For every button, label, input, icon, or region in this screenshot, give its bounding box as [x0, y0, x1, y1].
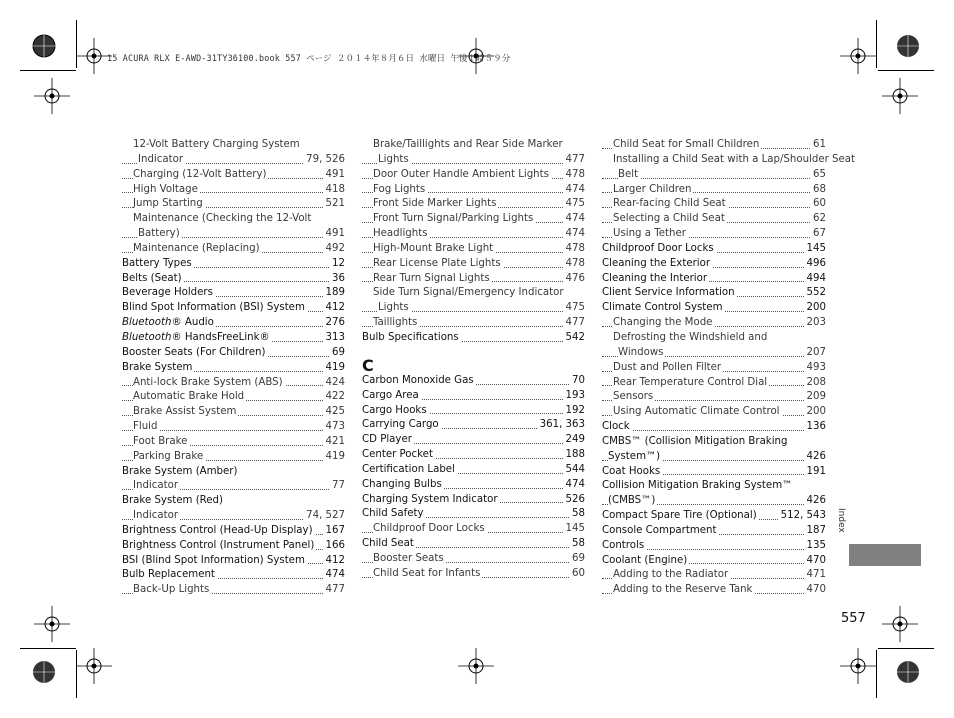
- index-subentry[interactable]: [602, 316, 826, 331]
- entry-label: Battery): [138, 228, 180, 240]
- entry-label: Brake System: [122, 361, 193, 373]
- entry-label: Bluetooth® HandsFreeLink®: [122, 331, 270, 343]
- entry-page-ref[interactable]: 426: [804, 450, 826, 465]
- entry-label: Center Pocket: [362, 449, 433, 461]
- index-subentry[interactable]: [602, 376, 826, 391]
- index-subentry[interactable]: [602, 212, 826, 227]
- index-entry[interactable]: [362, 331, 585, 346]
- entry-page-ref[interactable]: 476: [563, 272, 585, 287]
- entry-label: Rear Turn Signal Lights: [373, 272, 490, 284]
- crosshair-mark-bottom-left: [74, 646, 114, 686]
- entry-label: Booster Seats: [373, 552, 444, 564]
- entry-page-ref[interactable]: 473: [323, 420, 345, 435]
- entry-label: Cleaning the Exterior: [602, 257, 711, 269]
- entry-label: Collision Mitigation Braking System™: [602, 480, 793, 492]
- entry-label: High Voltage: [133, 183, 198, 195]
- entry-label: Changing the Mode: [613, 317, 713, 329]
- registration-mark-top-left: [24, 26, 64, 66]
- entry-page-ref[interactable]: 478: [563, 242, 585, 257]
- entry-page-ref[interactable]: 60: [810, 197, 826, 212]
- entry-page-ref[interactable]: 145: [804, 242, 826, 257]
- entry-label: Sensors: [613, 391, 654, 403]
- crosshair-mark-bottom-center: [456, 646, 496, 686]
- entry-label: Cargo Hooks: [362, 404, 427, 416]
- entry-label: Brake/Taillights and Rear Side Marker: [373, 139, 563, 150]
- registration-mark-top-right: [888, 26, 928, 66]
- entry-page-ref[interactable]: 478: [563, 168, 585, 183]
- entry-page-ref[interactable]: 200: [804, 405, 826, 420]
- entry-label: Console Compartment: [602, 524, 717, 536]
- entry-label: Battery Types: [122, 257, 192, 269]
- index-subentry[interactable]: [122, 183, 345, 198]
- trim-line: [878, 648, 934, 649]
- entry-label: Indicator: [133, 510, 179, 522]
- entry-page-ref[interactable]: 493: [804, 361, 826, 376]
- entry-label: Client Service Information: [602, 287, 735, 299]
- entry-label: Front Side Marker Lights: [373, 198, 497, 210]
- index-entry[interactable]: [362, 374, 585, 389]
- entry-label: Adding to the Radiator: [613, 569, 729, 581]
- crosshair-mark-left-lower: [32, 604, 72, 644]
- entry-label: Brake System (Red): [122, 495, 223, 507]
- entry-page-ref[interactable]: 421: [323, 435, 345, 450]
- index-entry: [122, 494, 345, 509]
- index-subentry[interactable]: [362, 183, 585, 198]
- side-tab-label: Index: [836, 508, 846, 533]
- entry-page-ref[interactable]: 69: [329, 346, 345, 361]
- index-subentry[interactable]: [602, 346, 826, 361]
- entry-label: Using a Tether: [613, 228, 686, 240]
- index-entry[interactable]: [122, 568, 345, 583]
- entry-page-ref[interactable]: 475: [563, 197, 585, 212]
- entry-page-ref[interactable]: 412: [323, 301, 345, 316]
- entry-label: System™): [608, 450, 661, 462]
- entry-label: Coat Hooks: [602, 465, 661, 477]
- index-subentry[interactable]: [122, 420, 345, 435]
- index-entry[interactable]: [362, 448, 585, 463]
- entry-label: Beverage Holders: [122, 287, 213, 299]
- entry-page-ref[interactable]: 424: [323, 376, 345, 391]
- entry-page-ref[interactable]: 474: [563, 212, 585, 227]
- entry-label: Bulb Specifications: [362, 331, 459, 343]
- trim-line: [20, 648, 76, 649]
- entry-page-ref[interactable]: 496: [804, 257, 826, 272]
- entry-page-ref[interactable]: 552: [804, 286, 826, 301]
- index-entry: [602, 479, 826, 494]
- entry-label: Fluid: [133, 421, 158, 433]
- entry-page-ref[interactable]: 12: [329, 257, 345, 272]
- entry-page-ref[interactable]: 200: [804, 301, 826, 316]
- entry-label: Carbon Monoxide Gas: [362, 374, 474, 386]
- entry-label: Maintenance (Checking the 12-Volt: [133, 213, 312, 225]
- index-subentry[interactable]: [362, 212, 585, 227]
- index-side-tab[interactable]: [849, 544, 921, 566]
- entry-page-ref[interactable]: 470: [804, 583, 826, 598]
- entry-label: 12-Volt Battery Charging System: [133, 139, 300, 150]
- entry-label: Fog Lights: [373, 183, 426, 195]
- entry-page-ref[interactable]: 477: [563, 153, 585, 168]
- index-subentry: [122, 212, 345, 227]
- index-entry[interactable]: [602, 301, 826, 316]
- index-entry[interactable]: [122, 316, 345, 331]
- registration-mark-bottom-left: [24, 652, 64, 692]
- index-subentry[interactable]: [122, 509, 345, 524]
- index-entry: [602, 435, 826, 450]
- index-subentry[interactable]: [362, 567, 585, 582]
- entry-page-ref[interactable]: 166: [323, 539, 345, 554]
- entry-page-ref[interactable]: 419: [323, 361, 345, 376]
- index-entry[interactable]: [362, 433, 585, 448]
- entry-label: Belt: [618, 168, 639, 180]
- entry-label: BSI (Blind Spot Information) System: [122, 554, 305, 566]
- entry-label: Cargo Area: [362, 389, 419, 401]
- crosshair-mark-right-upper: [880, 76, 920, 116]
- entry-page-ref[interactable]: 193: [563, 389, 585, 404]
- index-subentry[interactable]: [122, 479, 345, 494]
- index-subentry[interactable]: [122, 390, 345, 405]
- entry-label: Parking Brake: [133, 450, 204, 462]
- entry-page-ref[interactable]: 477: [563, 316, 585, 331]
- entry-page-ref[interactable]: 474: [323, 568, 345, 583]
- entry-page-ref[interactable]: 474: [563, 478, 585, 493]
- index-subentry[interactable]: [602, 168, 826, 183]
- entry-label: Rear License Plate Lights: [373, 257, 501, 269]
- entry-page-ref[interactable]: 491: [323, 227, 345, 242]
- index-subentry[interactable]: [122, 153, 345, 168]
- entry-label: (CMBS™): [608, 495, 656, 507]
- entry-label: Door Outer Handle Ambient Lights: [373, 168, 549, 180]
- crosshair-mark-bottom-right: [838, 646, 878, 686]
- index-entry[interactable]: [602, 494, 826, 509]
- entry-label: Bluetooth® Audio: [122, 317, 214, 329]
- trim-line: [20, 70, 76, 71]
- index-entry[interactable]: [602, 539, 826, 554]
- entry-label: Adding to the Reserve Tank: [613, 584, 753, 596]
- index-subentry[interactable]: [122, 583, 345, 598]
- entry-label: Rear Temperature Control Dial: [613, 376, 768, 388]
- entry-label: Childproof Door Locks: [373, 523, 485, 535]
- entry-label: Carrying Cargo: [362, 419, 439, 431]
- entry-label: Blind Spot Information (BSI) System: [122, 302, 305, 314]
- entry-page-ref[interactable]: 60: [569, 567, 585, 582]
- entry-label: Cleaning the Interior: [602, 272, 708, 284]
- entry-label: Back-Up Lights: [133, 584, 210, 596]
- entry-label: Child Seat: [362, 538, 414, 550]
- entry-page-ref[interactable]: 542: [563, 331, 585, 346]
- trim-line: [76, 650, 77, 698]
- index-entry[interactable]: [602, 420, 826, 435]
- entry-page-ref[interactable]: 58: [569, 507, 585, 522]
- entry-page-ref[interactable]: 313: [323, 331, 345, 346]
- index-subentry[interactable]: [362, 257, 585, 272]
- entry-page-ref[interactable]: 203: [804, 316, 826, 331]
- index-entry[interactable]: [602, 509, 826, 524]
- entry-label: Brake Assist System: [133, 406, 237, 418]
- entry-page-ref[interactable]: 526: [563, 493, 585, 508]
- index-column-1: [122, 138, 345, 598]
- entry-page-ref[interactable]: 145: [563, 522, 585, 537]
- index-entry[interactable]: [122, 361, 345, 376]
- entry-page-ref[interactable]: 419: [323, 450, 345, 465]
- entry-label: Side Turn Signal/Emergency Indicator: [373, 287, 564, 299]
- crosshair-mark-left-upper: [32, 76, 72, 116]
- entry-page-ref[interactable]: 70: [569, 374, 585, 389]
- index-subentry[interactable]: [602, 138, 826, 153]
- entry-label: Using Automatic Climate Control: [613, 406, 780, 418]
- entry-label: Headlights: [373, 228, 428, 240]
- page-number: 557: [841, 611, 866, 626]
- index-subentry: [602, 331, 826, 346]
- index-subentry[interactable]: [602, 405, 826, 420]
- entry-label: Lights: [378, 153, 409, 165]
- index-subentry[interactable]: [362, 227, 585, 242]
- entry-label: Windows: [618, 346, 664, 358]
- entry-page-ref[interactable]: 58: [569, 537, 585, 552]
- entry-label: Jump Starting: [133, 198, 203, 210]
- entry-page-ref[interactable]: 209: [804, 390, 826, 405]
- index-entry[interactable]: [122, 331, 345, 346]
- entry-label: Coolant (Engine): [602, 554, 688, 566]
- entry-label: High-Mount Brake Light: [373, 242, 494, 254]
- index-entry[interactable]: [362, 389, 585, 404]
- index-subentry[interactable]: [602, 390, 826, 405]
- index-subentry[interactable]: [122, 450, 345, 465]
- entry-label: Lights: [378, 302, 409, 314]
- entry-page-ref[interactable]: 208: [804, 376, 826, 391]
- index-subentry[interactable]: [362, 197, 585, 212]
- index-subentry[interactable]: [122, 435, 345, 450]
- entry-page-ref[interactable]: 494: [804, 272, 826, 287]
- entry-label: Rear-facing Child Seat: [613, 198, 726, 210]
- entry-page-ref[interactable]: 418: [323, 183, 345, 198]
- index-entry[interactable]: [122, 539, 345, 554]
- index-subentry[interactable]: [362, 316, 585, 331]
- index-subentry: [122, 138, 345, 153]
- entry-label: Compact Spare Tire (Optional): [602, 510, 757, 522]
- entry-page-ref[interactable]: 425: [323, 405, 345, 420]
- entry-page-ref[interactable]: 192: [563, 404, 585, 419]
- index-subentry[interactable]: [362, 168, 585, 183]
- index-entry: [122, 465, 345, 480]
- entry-page-ref[interactable]: 189: [323, 286, 345, 301]
- entry-label: Automatic Brake Hold: [133, 391, 245, 403]
- index-column-2: [362, 138, 585, 582]
- index-entry[interactable]: [602, 286, 826, 301]
- entry-page-ref[interactable]: 167: [323, 524, 345, 539]
- entry-page-ref[interactable]: 422: [323, 390, 345, 405]
- entry-page-ref[interactable]: 474: [563, 227, 585, 242]
- entry-page-ref[interactable]: 36: [329, 272, 345, 287]
- registration-mark-bottom-right: [888, 652, 928, 692]
- index-entry[interactable]: [362, 463, 585, 478]
- index-entry[interactable]: [602, 257, 826, 272]
- trim-line: [76, 20, 77, 68]
- entry-page-ref[interactable]: 65: [810, 168, 826, 183]
- entry-label: Child Safety: [362, 508, 424, 520]
- index-entry[interactable]: [122, 272, 345, 287]
- entry-label: Brightness Control (Instrument Panel): [122, 539, 315, 551]
- entry-label: Front Turn Signal/Parking Lights: [373, 213, 534, 225]
- entry-page-ref[interactable]: 68: [810, 183, 826, 198]
- index-entry[interactable]: [122, 257, 345, 272]
- index-entry[interactable]: [362, 478, 585, 493]
- index-entry[interactable]: [122, 524, 345, 539]
- index-subentry[interactable]: [362, 301, 585, 316]
- index-subentry[interactable]: [362, 153, 585, 168]
- entry-label: Taillights: [373, 317, 418, 329]
- entry-label: Foot Brake: [133, 435, 188, 447]
- entry-label: Childproof Door Locks: [602, 242, 714, 254]
- entry-page-ref[interactable]: 79, 526: [303, 153, 345, 168]
- section-letter: C: [362, 355, 374, 375]
- entry-page-ref[interactable]: 74, 527: [303, 509, 345, 524]
- index-entry[interactable]: [602, 242, 826, 257]
- index-subentry[interactable]: [122, 227, 345, 242]
- trim-line: [876, 20, 877, 68]
- entry-label: Maintenance (Replacing): [133, 242, 260, 254]
- entry-page-ref[interactable]: 136: [804, 420, 826, 435]
- entry-page-ref[interactable]: 478: [563, 257, 585, 272]
- index-subentry[interactable]: [122, 197, 345, 212]
- index-subentry[interactable]: [602, 583, 826, 598]
- entry-label: Controls: [602, 539, 645, 551]
- entry-label: CD Player: [362, 434, 412, 446]
- entry-page-ref[interactable]: 491: [323, 168, 345, 183]
- index-subentry[interactable]: [602, 183, 826, 198]
- entry-label: Selecting a Child Seat: [613, 213, 725, 225]
- entry-label: Climate Control System: [602, 302, 723, 314]
- leader-dots: [602, 430, 826, 431]
- index-subentry[interactable]: [122, 376, 345, 391]
- entry-page-ref[interactable]: 276: [323, 316, 345, 331]
- entry-label: Indicator: [138, 153, 184, 165]
- index-subentry: [602, 153, 856, 168]
- entry-label: Brake System (Amber): [122, 465, 238, 477]
- entry-page-ref[interactable]: 477: [323, 583, 345, 598]
- entry-page-ref[interactable]: 77: [329, 479, 345, 494]
- entry-page-ref[interactable]: 61: [810, 138, 826, 153]
- entry-label: Brightness Control (Head-Up Display): [122, 524, 313, 536]
- entry-page-ref[interactable]: 249: [563, 433, 585, 448]
- entry-page-ref[interactable]: 512, 543: [778, 509, 826, 524]
- index-entry[interactable]: [362, 507, 585, 522]
- entry-page-ref[interactable]: 188: [563, 448, 585, 463]
- entry-page-ref[interactable]: 412: [323, 554, 345, 569]
- index-entry[interactable]: [602, 554, 826, 569]
- index-subentry[interactable]: [602, 568, 826, 583]
- index-entry[interactable]: [362, 418, 585, 433]
- entry-label: Belts (Seat): [122, 272, 182, 284]
- index-subentry[interactable]: [362, 242, 585, 257]
- entry-page-ref[interactable]: 187: [804, 524, 826, 539]
- crosshair-mark-right-lower: [880, 604, 920, 644]
- entry-page-ref[interactable]: 521: [323, 197, 345, 212]
- index-subentry[interactable]: [602, 227, 826, 242]
- index-subentry: [362, 138, 585, 153]
- entry-label: Clock: [602, 421, 630, 433]
- index-subentry[interactable]: [362, 272, 585, 287]
- entry-label: Child Seat for Small Children: [613, 139, 760, 150]
- entry-label: CMBS™ (Collision Mitigation Braking: [602, 435, 788, 447]
- index-subentry: [362, 286, 585, 301]
- trim-line: [876, 650, 877, 698]
- entry-page-ref[interactable]: 474: [563, 183, 585, 198]
- entry-label: Bulb Replacement: [122, 569, 215, 581]
- entry-label: Dust and Pollen Filter: [613, 361, 722, 373]
- entry-label: Indicator: [133, 480, 179, 492]
- entry-page-ref[interactable]: 471: [804, 568, 826, 583]
- trim-line: [878, 70, 934, 71]
- index-entry[interactable]: [362, 493, 585, 508]
- entry-label: Charging System Indicator: [362, 493, 498, 505]
- index-subentry[interactable]: [122, 405, 345, 420]
- index-subentry[interactable]: [122, 168, 345, 183]
- index-subentry[interactable]: [122, 242, 345, 257]
- crosshair-mark-top-right: [838, 36, 878, 76]
- entry-label: Defrosting the Windshield and: [613, 331, 768, 343]
- index-entry[interactable]: [602, 465, 826, 480]
- entry-page-ref[interactable]: 69: [569, 552, 585, 567]
- entry-page-ref[interactable]: 191: [804, 465, 826, 480]
- index-entry[interactable]: [122, 346, 345, 361]
- index-entry[interactable]: [122, 286, 345, 301]
- entry-page-ref[interactable]: 67: [810, 227, 826, 242]
- index-entry[interactable]: [602, 524, 826, 539]
- index-subentry[interactable]: [602, 361, 826, 376]
- index-entry[interactable]: [362, 537, 585, 552]
- entry-page-ref[interactable]: 135: [804, 539, 826, 554]
- entry-label: Certification Label: [362, 463, 455, 475]
- entry-page-ref[interactable]: 470: [804, 554, 826, 569]
- index-entry[interactable]: [602, 272, 826, 287]
- index-entry[interactable]: [362, 404, 585, 419]
- entry-label: Charging (12-Volt Battery): [133, 168, 267, 180]
- entry-page-ref[interactable]: 492: [323, 242, 345, 257]
- entry-label: Booster Seats (For Children): [122, 346, 266, 358]
- entry-label: Larger Children: [613, 183, 692, 195]
- entry-page-ref[interactable]: 361, 363: [537, 418, 585, 433]
- entry-page-ref[interactable]: 426: [804, 494, 826, 509]
- entry-page-ref[interactable]: 62: [810, 212, 826, 227]
- index-entry[interactable]: [122, 554, 345, 569]
- entry-page-ref[interactable]: 475: [563, 301, 585, 316]
- print-header: 15 ACURA RLX E-AWD-31TY36100.book 557 ページ ２０１４年８月６日 水曜日 午後１時５９分: [107, 53, 511, 63]
- index-subentry[interactable]: [362, 522, 585, 537]
- entry-page-ref[interactable]: 207: [804, 346, 826, 361]
- entry-label: Anti-lock Brake System (ABS): [133, 376, 283, 388]
- index-subentry[interactable]: [362, 552, 585, 567]
- entry-page-ref[interactable]: 544: [563, 463, 585, 478]
- index-subentry[interactable]: [602, 197, 826, 212]
- index-entry[interactable]: [122, 301, 345, 316]
- entry-label: Changing Bulbs: [362, 478, 442, 490]
- index-entry[interactable]: [602, 450, 826, 465]
- entry-label: Child Seat for Infants: [373, 567, 481, 579]
- entry-label: Installing a Child Seat with a Lap/Shoulder Seat: [613, 153, 856, 165]
